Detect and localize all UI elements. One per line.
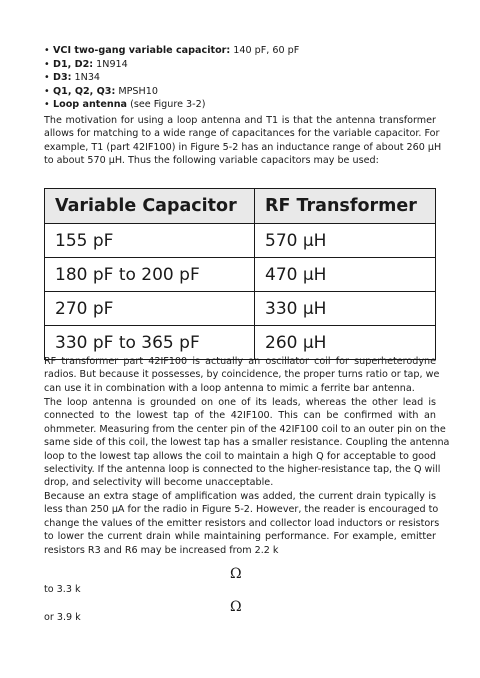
text-line: drop, and selectivity will become unacceptable. bbox=[44, 477, 274, 489]
text-line: loop to the lowest tap allows the coil to maintain a high Q for acceptable to good bbox=[44, 450, 436, 462]
text-line: can use it in combination with a loop antenna to mimic a ferrite bar antenna. bbox=[44, 382, 415, 394]
text-line: connected to the lowest tap of the 42IF100. This can be confirmed with an bbox=[44, 410, 436, 422]
part-label: Loop antenna bbox=[53, 99, 128, 111]
part-value: (see Figure 3-2) bbox=[127, 99, 206, 111]
list-item: • Loop antenna (see Figure 3-2) bbox=[44, 99, 206, 111]
text-line: same side of this coil, the lowest tap has a smaller resistance. Coupling the antenna bbox=[44, 437, 450, 449]
text-line: allows for matching to a wide range of capacitances for the variable capacitor. For bbox=[44, 128, 440, 140]
part-label: D1, D2: bbox=[53, 58, 94, 70]
paragraph-loop-antenna bbox=[44, 396, 450, 490]
table-row bbox=[45, 224, 436, 258]
text-line: RF transformer part 42IF100 is actually an oscillator coil for superheterodyne bbox=[44, 356, 436, 367]
paragraph-current-drain bbox=[44, 490, 440, 557]
text-line: Because an extra stage of amplification was added, the current drain typically is bbox=[44, 491, 436, 502]
list-item: • VCI two-gang variable capacitor: 140 pF, 60 pF bbox=[44, 45, 300, 56]
table-header-row bbox=[45, 189, 436, 224]
table-row bbox=[45, 258, 436, 292]
part-value: 1N34 bbox=[71, 72, 101, 84]
column-header: RF Transformer bbox=[255, 189, 436, 224]
table-row bbox=[45, 292, 436, 326]
paragraph-motivation bbox=[44, 114, 442, 168]
parts-list bbox=[44, 44, 444, 112]
part-value: 1N914 bbox=[93, 58, 128, 70]
table-cell: 155 pF bbox=[45, 224, 255, 258]
text-line: change the values of the emitter resistors and collector load inductors or resistors bbox=[44, 517, 440, 529]
text-line: resistors R3 and R6 may be increased from 2.2 k bbox=[44, 544, 279, 556]
resistor-value-text: or 3.9 k bbox=[44, 612, 81, 623]
text-line: ohmmeter. Measuring from the center pin of the 42IF100 coil to an outer pin on the bbox=[44, 423, 446, 435]
text-line: The loop antenna is grounded on one of its leads, whereas the other lead is bbox=[44, 397, 436, 408]
table-cell: 570 µH bbox=[255, 224, 436, 258]
table-cell: 330 µH bbox=[255, 292, 436, 326]
text-line: to lower the current drain while maintaining performance. For example, emitter bbox=[44, 531, 436, 543]
text-line: radios. But because it possesses, by coincidence, the proper turns ratio or tap, we bbox=[44, 369, 440, 381]
column-header: Variable Capacitor bbox=[45, 189, 255, 224]
part-label: Q1, Q2, Q3: bbox=[53, 85, 116, 97]
ohm-symbol: Ω bbox=[230, 599, 242, 615]
capacitor-transformer-table bbox=[44, 188, 436, 360]
table-cell: 470 µH bbox=[255, 258, 436, 292]
part-label: D3: bbox=[53, 72, 72, 84]
part-label: VCI two-gang variable capacitor: bbox=[53, 45, 231, 56]
table-cell: 180 pF to 200 pF bbox=[45, 258, 255, 292]
part-value: MPSH10 bbox=[115, 85, 158, 97]
table-cell: 270 pF bbox=[45, 292, 255, 326]
ohm-symbol: Ω bbox=[230, 566, 242, 582]
list-item: • D3: 1N34 bbox=[44, 72, 101, 84]
text-line: to about 570 µH. Thus the following variable capacitors may be used: bbox=[44, 155, 379, 167]
paragraph-rf-transformer bbox=[44, 355, 440, 395]
text-line: The motivation for using a loop antenna and T1 is that the antenna transformer bbox=[44, 115, 436, 126]
table-cell: 260 µH bbox=[255, 326, 436, 360]
resistor-value-text: to 3.3 k bbox=[44, 584, 81, 595]
text-line: less than 250 µA for the radio in Figure 5-2. However, the reader is encouraged to bbox=[44, 504, 439, 516]
table-cell: 330 pF to 365 pF bbox=[45, 326, 255, 360]
text-line: example, T1 (part 42IF100) in Figure 5-2 has an inductance range of about 260 µH bbox=[44, 141, 442, 153]
part-value: 140 pF, 60 pF bbox=[230, 45, 300, 56]
list-item: • Q1, Q2, Q3: MPSH10 bbox=[44, 85, 158, 97]
list-item: • D1, D2: 1N914 bbox=[44, 58, 128, 70]
text-line: selectivity. If the antenna loop is connected to the higher-resistance tap, the Q will bbox=[44, 464, 441, 476]
